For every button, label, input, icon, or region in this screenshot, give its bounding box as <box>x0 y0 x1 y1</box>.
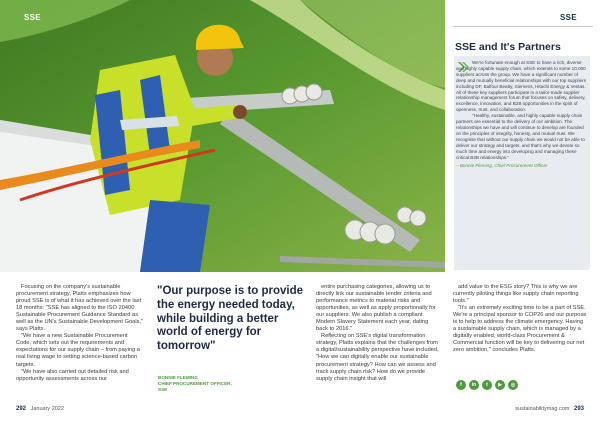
body-paragraph: add value to the ESG story? This is why we are currently piloting things like supply chain reporting tools." <box>453 284 579 305</box>
footer-left <box>16 406 64 412</box>
page-number-right: 293 <box>573 406 584 412</box>
pull-quote-title: CHIEF PROCUREMENT OFFICER, <box>158 381 232 386</box>
twitter-icon[interactable]: t <box>482 380 492 390</box>
footer-right <box>515 406 584 412</box>
youtube-icon[interactable]: ▶ <box>495 380 505 390</box>
sidebar-title: SSE and It's Partners <box>455 41 561 53</box>
body-paragraph: "We have also carried out detailed risk and opportunity assessments across our <box>16 368 129 382</box>
pull-quote: "Our purpose is to provide the energy needed today, while building a better world of energy for tomorrow" <box>157 285 304 353</box>
body-column-4 <box>453 284 587 354</box>
body-column-1 <box>16 284 144 383</box>
issue-date: January 2022 <box>30 406 64 412</box>
facebook-icon[interactable]: f <box>456 380 466 390</box>
pull-quote-name: BONNIE FLEMING <box>158 375 198 380</box>
sidebar-paragraph: We're fortunate enough at SSE to have a rich, diverse and highly capable supply chain, which extends to some 10,000 suppliers across the group. We have a significant number of deep and mutually beneficial relationships with our top suppliers including DF, Balfour Beatty, Siemens, Hitachi Energy & Vestas. All of these key suppliers participate in a tailor-made supplier relationship management forum that focuses on safety, delivery, excellence, innovation, and B2B opportunities in the spirit of openness, trust, and collaboration. <box>456 60 586 113</box>
body-paragraph: entire purchasing categories, allowing us to directly link our sustainable tender criteria and performance metrics to material risks and opportunities, as well as apply proportionally for our suppliers. We also publish a compliant Modern Slavery Statement each year, dating back to 2016." <box>316 284 436 333</box>
instagram-icon[interactable]: ◎ <box>508 380 518 390</box>
page-number-left: 292 <box>16 406 27 412</box>
social-icons <box>456 380 518 390</box>
body-paragraph: Reflecting on SSE's digital transformation strategy, Platts explains that the challenges from a digital/sustainability perspective have included, "How we can digitally enable our sustainable procurement strategy? How can we assess and track supply chain risk? How do we provide supply chain insight that will <box>316 333 439 382</box>
sidebar-text <box>456 60 587 169</box>
body-paragraph: "It's an extremely exciting time to be a part of SSE. We're a principal sponsor to COP26 and our purpose is to help to address the climate emergency. Having a sustainable supply chain, which is managed by a digitally enabled, world-class Procurement & Commercial function will be key to delivering our net zero ambition," concludes Platts. <box>453 305 587 354</box>
sidebar-paragraph: "Healthy, sustainable, and highly capable supply chain partners are essential to the delivery of our ambition. The relationships we have and will continue to develop are founded on the principles of integrity, honesty, and mutual trust. We recognise that without our supply chain we would not be able to deliver our strategy and targets, and that's why we devote so much time and energy into developing and managing these critical B2B relationships." <box>456 113 585 160</box>
linkedin-icon[interactable]: in <box>469 380 479 390</box>
site-url[interactable]: sustainabilitymag.com <box>515 406 570 412</box>
sidebar-attribution: – Bonnie Fleming, Chief Procurement Officer <box>456 163 548 169</box>
section-tag-left: SSE <box>24 13 41 22</box>
hero-photo <box>0 0 445 272</box>
body-paragraph: "We have a new Sustainable Procurement Code, which sets out the requirements and expectations for our supply chain – from paying a real living wage to setting science-based carbon targets. <box>16 333 140 368</box>
divider <box>453 26 593 27</box>
body-column-3 <box>316 284 440 383</box>
section-tag-right: SSE <box>560 13 577 22</box>
body-paragraph: Focusing on the company's sustainable procurement strategy, Platts emphasizes how proud SSE is of what it has achieved over the last 18 months: "SSE has aligned to the ISO 20400 Sustainable Procurement Guidance Standard as well as the UN's Sustainable Development Goals," says Platts. <box>16 284 144 333</box>
lineworker-illustration <box>0 0 445 272</box>
pull-quote-company: SSE <box>158 387 168 392</box>
